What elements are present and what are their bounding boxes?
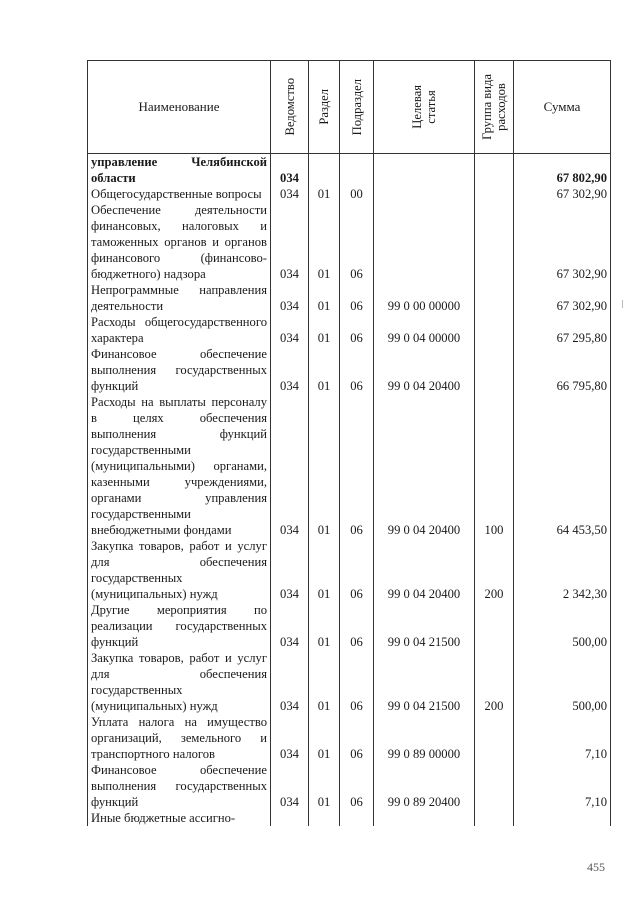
row-sum: 67 302,90 xyxy=(514,202,611,282)
table-row xyxy=(88,346,611,394)
row-section xyxy=(309,810,340,826)
row-dept: 034 xyxy=(271,154,309,187)
row-dept: 034 xyxy=(271,538,309,602)
table-row xyxy=(88,714,611,762)
row-name: Финансовое обеспечение выполнения государственных функций xyxy=(88,346,271,394)
row-target xyxy=(374,202,475,282)
row-name: Общегосударственные вопросы xyxy=(88,186,271,202)
row-target: 99 0 04 20400 xyxy=(374,346,475,394)
row-target: 99 0 04 20400 xyxy=(374,538,475,602)
row-sum: 7,10 xyxy=(514,714,611,762)
row-section: 01 xyxy=(309,394,340,538)
row-subsection: 06 xyxy=(340,538,374,602)
row-subsection: 06 xyxy=(340,282,374,314)
row-target xyxy=(374,154,475,187)
row-section: 01 xyxy=(309,714,340,762)
header-exp-group: Группа вида расходов xyxy=(475,61,514,154)
header-target: Целевая статья xyxy=(374,61,475,154)
header-name: Наименование xyxy=(88,61,271,154)
row-sum: 64 453,50 xyxy=(514,394,611,538)
row-target: 99 0 04 21500 xyxy=(374,602,475,650)
row-dept: 034 xyxy=(271,714,309,762)
row-target xyxy=(374,810,475,826)
row-name: Другие мероприятия по реализации государственных функций xyxy=(88,602,271,650)
row-exp-group xyxy=(475,154,514,187)
row-exp-group xyxy=(475,282,514,314)
row-dept: 034 xyxy=(271,314,309,346)
row-exp-group xyxy=(475,314,514,346)
row-subsection xyxy=(340,810,374,826)
row-exp-group xyxy=(475,346,514,394)
row-section xyxy=(309,154,340,187)
row-subsection: 06 xyxy=(340,314,374,346)
row-section: 01 xyxy=(309,762,340,810)
table-row xyxy=(88,314,611,346)
row-sum: 67 295,80 xyxy=(514,314,611,346)
row-exp-group xyxy=(475,714,514,762)
row-name: Обеспечение деятельности финансовых, налоговых и таможенных органов и органов финансового (финансово-бюджетного) надзора xyxy=(88,202,271,282)
row-section: 01 xyxy=(309,314,340,346)
row-sum: 67 802,90 xyxy=(514,154,611,187)
row-name: Непрограммные направления деятельности xyxy=(88,282,271,314)
table-row xyxy=(88,186,611,202)
table-header xyxy=(88,61,611,154)
row-exp-group: 200 xyxy=(475,650,514,714)
header-subsection: Подраздел xyxy=(340,61,374,154)
row-target: 99 0 00 00000 xyxy=(374,282,475,314)
row-sum: 500,00 xyxy=(514,650,611,714)
row-dept: 034 xyxy=(271,602,309,650)
table-row xyxy=(88,602,611,650)
row-exp-group xyxy=(475,202,514,282)
row-name: Финансовое обеспечение выполнения государственных функций xyxy=(88,762,271,810)
row-target xyxy=(374,186,475,202)
row-sum: 500,00 xyxy=(514,602,611,650)
row-target: 99 0 89 00000 xyxy=(374,714,475,762)
row-section: 01 xyxy=(309,602,340,650)
row-subsection: 06 xyxy=(340,650,374,714)
row-target: 99 0 04 20400 xyxy=(374,394,475,538)
row-dept: 034 xyxy=(271,650,309,714)
row-section: 01 xyxy=(309,538,340,602)
row-sum: 67 302,90 xyxy=(514,282,611,314)
table-row xyxy=(88,810,611,826)
row-exp-group xyxy=(475,762,514,810)
row-sum: 7,10 xyxy=(514,762,611,810)
row-subsection: 06 xyxy=(340,202,374,282)
header-section: Раздел xyxy=(309,61,340,154)
row-subsection: 00 xyxy=(340,186,374,202)
row-name: управление Челябинской области xyxy=(88,154,271,187)
header-sum: Сумма xyxy=(514,61,611,154)
row-exp-group xyxy=(475,602,514,650)
row-name: Закупка товаров, работ и услуг для обеспечения государственных (муниципальных) нужд xyxy=(88,650,271,714)
row-dept: 034 xyxy=(271,186,309,202)
row-sum: 66 795,80 xyxy=(514,346,611,394)
row-dept: 034 xyxy=(271,282,309,314)
row-dept: 034 xyxy=(271,202,309,282)
table-row xyxy=(88,154,611,187)
header-row xyxy=(88,61,611,154)
row-section: 01 xyxy=(309,282,340,314)
row-name: Иные бюджетные ассигно- xyxy=(88,810,271,826)
row-sum xyxy=(514,810,611,826)
row-target: 99 0 04 21500 xyxy=(374,650,475,714)
row-exp-group xyxy=(475,186,514,202)
row-name: Закупка товаров, работ и услуг для обеспечения государственных (муниципальных) нужд xyxy=(88,538,271,602)
row-section: 01 xyxy=(309,202,340,282)
row-name: Расходы на выплаты персоналу в целях обеспечения выполнения функций государственными (муниципальными) органами, казенными учреждениями, органами управления государственными внебюджетными фондами xyxy=(88,394,271,538)
table-body xyxy=(88,154,611,827)
row-dept: 034 xyxy=(271,346,309,394)
table-row xyxy=(88,282,611,314)
row-dept: 034 xyxy=(271,394,309,538)
table-row xyxy=(88,202,611,282)
row-exp-group: 200 xyxy=(475,538,514,602)
row-sum: 67 302,90 xyxy=(514,186,611,202)
row-subsection xyxy=(340,154,374,187)
row-sum: 2 342,30 xyxy=(514,538,611,602)
row-exp-group: 100 xyxy=(475,394,514,538)
row-section: 01 xyxy=(309,186,340,202)
table-row xyxy=(88,394,611,538)
row-subsection: 06 xyxy=(340,602,374,650)
table-row xyxy=(88,538,611,602)
row-section: 01 xyxy=(309,650,340,714)
row-name: Расходы общегосударственного характера xyxy=(88,314,271,346)
table-row xyxy=(88,762,611,810)
page-number: 455 xyxy=(587,860,605,874)
header-dept: Ведомство xyxy=(271,61,309,154)
row-subsection: 06 xyxy=(340,346,374,394)
row-target: 99 0 04 00000 xyxy=(374,314,475,346)
row-subsection: 06 xyxy=(340,762,374,810)
margin-mark xyxy=(622,300,623,308)
row-name: Уплата налога на имущество организаций, земельного и транспортного налогов xyxy=(88,714,271,762)
row-dept: 034 xyxy=(271,762,309,810)
table-row xyxy=(88,650,611,714)
budget-table xyxy=(87,60,611,826)
row-target: 99 0 89 20400 xyxy=(374,762,475,810)
row-dept xyxy=(271,810,309,826)
row-section: 01 xyxy=(309,346,340,394)
row-subsection: 06 xyxy=(340,714,374,762)
row-subsection: 06 xyxy=(340,394,374,538)
row-exp-group xyxy=(475,810,514,826)
